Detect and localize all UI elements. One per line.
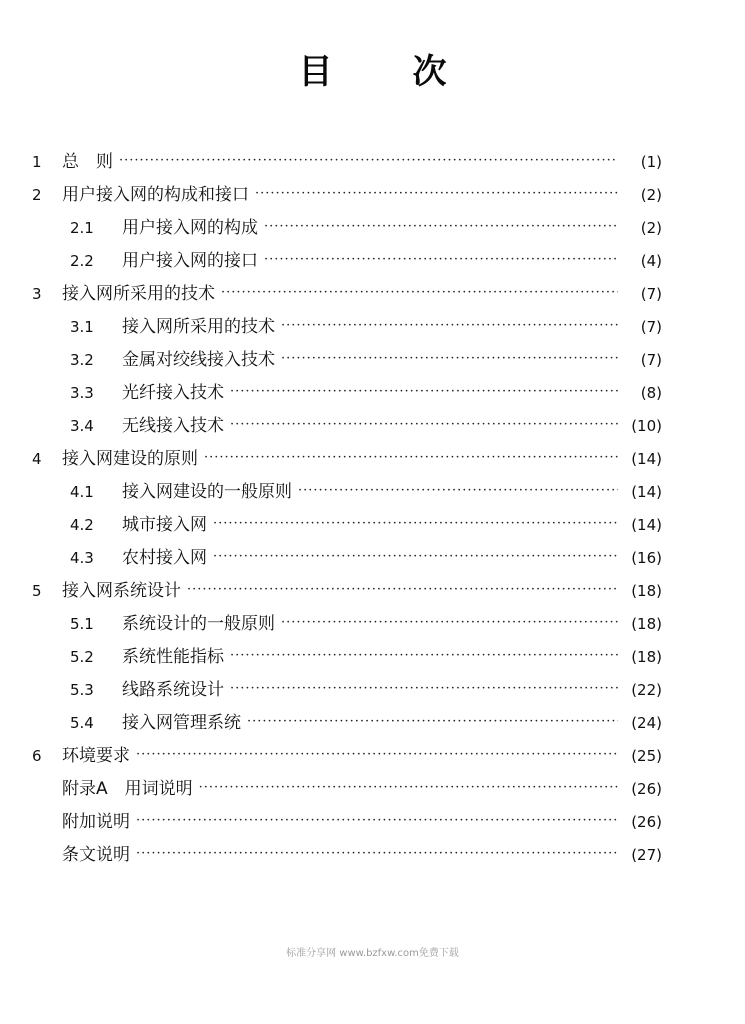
toc-entry-number: 5.1 — [70, 615, 94, 633]
toc-entry-page: (14) — [631, 483, 662, 501]
toc-entry-label: 接入网所采用的技术 — [62, 284, 215, 304]
toc-entry-page: (22) — [631, 681, 662, 699]
toc-leader-dots — [264, 253, 618, 266]
toc-leader-dots — [281, 352, 618, 365]
toc-entry[interactable] — [32, 708, 662, 741]
toc-entry-number: 5.2 — [70, 648, 94, 666]
toc-entry-label: 用户接入网的构成 — [122, 218, 258, 238]
toc-entry-page: (4) — [640, 252, 662, 270]
toc-leader-dots — [281, 616, 618, 629]
toc-leader-dots — [187, 583, 618, 596]
toc-entry-number: 5.3 — [70, 681, 94, 699]
toc-entry-page: (14) — [631, 450, 662, 468]
toc-entry-number: 3.3 — [70, 384, 94, 402]
toc-entry-number: 5.4 — [70, 714, 94, 732]
toc-leader-dots — [136, 748, 618, 761]
toc-entry-number: 3 — [32, 285, 42, 303]
toc-entry[interactable] — [32, 312, 662, 345]
toc-entry-number: 3.1 — [70, 318, 94, 336]
toc-entry[interactable] — [32, 675, 662, 708]
toc-entry[interactable] — [32, 807, 662, 840]
toc-entry[interactable] — [32, 642, 662, 675]
toc-entry[interactable] — [32, 147, 662, 180]
toc-entry-page: (18) — [631, 582, 662, 600]
toc-entry-page: (2) — [640, 186, 662, 204]
toc-entry-label: 农村接入网 — [122, 548, 207, 568]
toc-entry-label: 系统性能指标 — [122, 647, 224, 667]
toc-entry[interactable] — [32, 543, 662, 576]
toc-leader-dots — [136, 814, 618, 827]
toc-entry-label: 用户接入网的接口 — [122, 251, 258, 271]
toc-leader-dots — [247, 715, 618, 728]
toc-entry-page: (27) — [631, 846, 662, 864]
toc-leader-dots — [213, 550, 618, 563]
toc-entry[interactable] — [32, 213, 662, 246]
footer-watermark: 标准分享网 www.bzfxw.com免费下载 — [286, 948, 459, 959]
toc-entry-label: 接入网建设的原则 — [62, 449, 198, 469]
toc-entry-page: (1) — [640, 153, 662, 171]
toc-entry-number: 4.1 — [70, 483, 94, 501]
toc-leader-dots — [230, 649, 618, 662]
toc-entry-number: 1 — [32, 153, 42, 171]
toc-entry-number: 4 — [32, 450, 42, 468]
toc-entry-page: (26) — [631, 780, 662, 798]
toc-entry-page: (25) — [631, 747, 662, 765]
title-gap — [333, 44, 413, 93]
toc-entry-number: 5 — [32, 582, 42, 600]
toc-entry-label: 金属对绞线接入技术 — [122, 350, 275, 370]
toc-entry-page: (14) — [631, 516, 662, 534]
toc-entry-number: 6 — [32, 747, 42, 765]
toc-leader-dots — [221, 286, 618, 299]
toc-entry-page: (18) — [631, 615, 662, 633]
toc-entry[interactable] — [32, 345, 662, 378]
toc-entry-label: 接入网管理系统 — [122, 713, 241, 733]
toc-entry[interactable] — [32, 774, 662, 807]
toc-leader-dots — [213, 517, 618, 530]
toc-entry-label: 光纤接入技术 — [122, 383, 224, 403]
toc-entry-label: 环境要求 — [62, 746, 130, 766]
toc-entry-label: 接入网系统设计 — [62, 581, 181, 601]
toc-entry-label: 接入网建设的一般原则 — [122, 482, 292, 502]
toc-entry-page: (7) — [640, 318, 662, 336]
toc-leader-dots — [119, 154, 618, 167]
toc-entry[interactable] — [32, 510, 662, 543]
toc-entry-page: (2) — [640, 219, 662, 237]
toc-leader-dots — [255, 187, 618, 200]
toc-entry[interactable] — [32, 840, 662, 873]
toc-leader-dots — [136, 847, 618, 860]
toc-entry[interactable] — [32, 378, 662, 411]
toc-entry-page: (7) — [640, 351, 662, 369]
toc-leader-dots — [230, 385, 618, 398]
toc-entry-label: 系统设计的一般原则 — [122, 614, 275, 634]
toc-entry-page: (18) — [631, 648, 662, 666]
toc-entry-label: 城市接入网 — [122, 515, 207, 535]
toc-entry-label: 用户接入网的构成和接口 — [62, 185, 249, 205]
title-char-1: 目 — [298, 52, 333, 92]
toc-entry[interactable] — [32, 444, 662, 477]
toc-entry-number: 3.2 — [70, 351, 94, 369]
toc-entry-number: 2 — [32, 186, 42, 204]
toc-entry[interactable] — [32, 741, 662, 774]
toc-entry-page: (16) — [631, 549, 662, 567]
toc-leader-dots — [199, 781, 618, 794]
page-title — [0, 44, 745, 93]
toc-entry-page: (24) — [631, 714, 662, 732]
toc-entry-label: 附加说明 — [62, 812, 130, 832]
toc-entry-label: 条文说明 — [62, 845, 130, 865]
toc-leader-dots — [281, 319, 618, 332]
toc-entry-label: 线路系统设计 — [122, 680, 224, 700]
table-of-contents — [32, 147, 662, 873]
toc-entry-number: 2.1 — [70, 219, 94, 237]
toc-entry-label: 总 则 — [62, 152, 113, 172]
toc-entry-label: 附录A 用词说明 — [62, 779, 193, 799]
toc-entry-label: 无线接入技术 — [122, 416, 224, 436]
toc-entry-page: (7) — [640, 285, 662, 303]
toc-entry[interactable] — [32, 180, 662, 213]
toc-entry-number: 3.4 — [70, 417, 94, 435]
toc-entry-page: (26) — [631, 813, 662, 831]
toc-entry-label: 接入网所采用的技术 — [122, 317, 275, 337]
toc-entry[interactable] — [32, 246, 662, 279]
toc-entry-number: 2.2 — [70, 252, 94, 270]
toc-leader-dots — [264, 220, 618, 233]
toc-leader-dots — [230, 682, 618, 695]
toc-leader-dots — [204, 451, 618, 464]
toc-entry-page: (8) — [640, 384, 662, 402]
toc-entry-number: 4.3 — [70, 549, 94, 567]
toc-entry[interactable] — [32, 477, 662, 510]
toc-entry[interactable] — [32, 576, 662, 609]
toc-leader-dots — [230, 418, 618, 431]
toc-entry[interactable] — [32, 609, 662, 642]
toc-entry-page: (10) — [631, 417, 662, 435]
toc-entry[interactable] — [32, 279, 662, 312]
toc-entry-number: 4.2 — [70, 516, 94, 534]
title-char-2: 次 — [412, 52, 447, 92]
toc-leader-dots — [298, 484, 618, 497]
toc-entry[interactable] — [32, 411, 662, 444]
